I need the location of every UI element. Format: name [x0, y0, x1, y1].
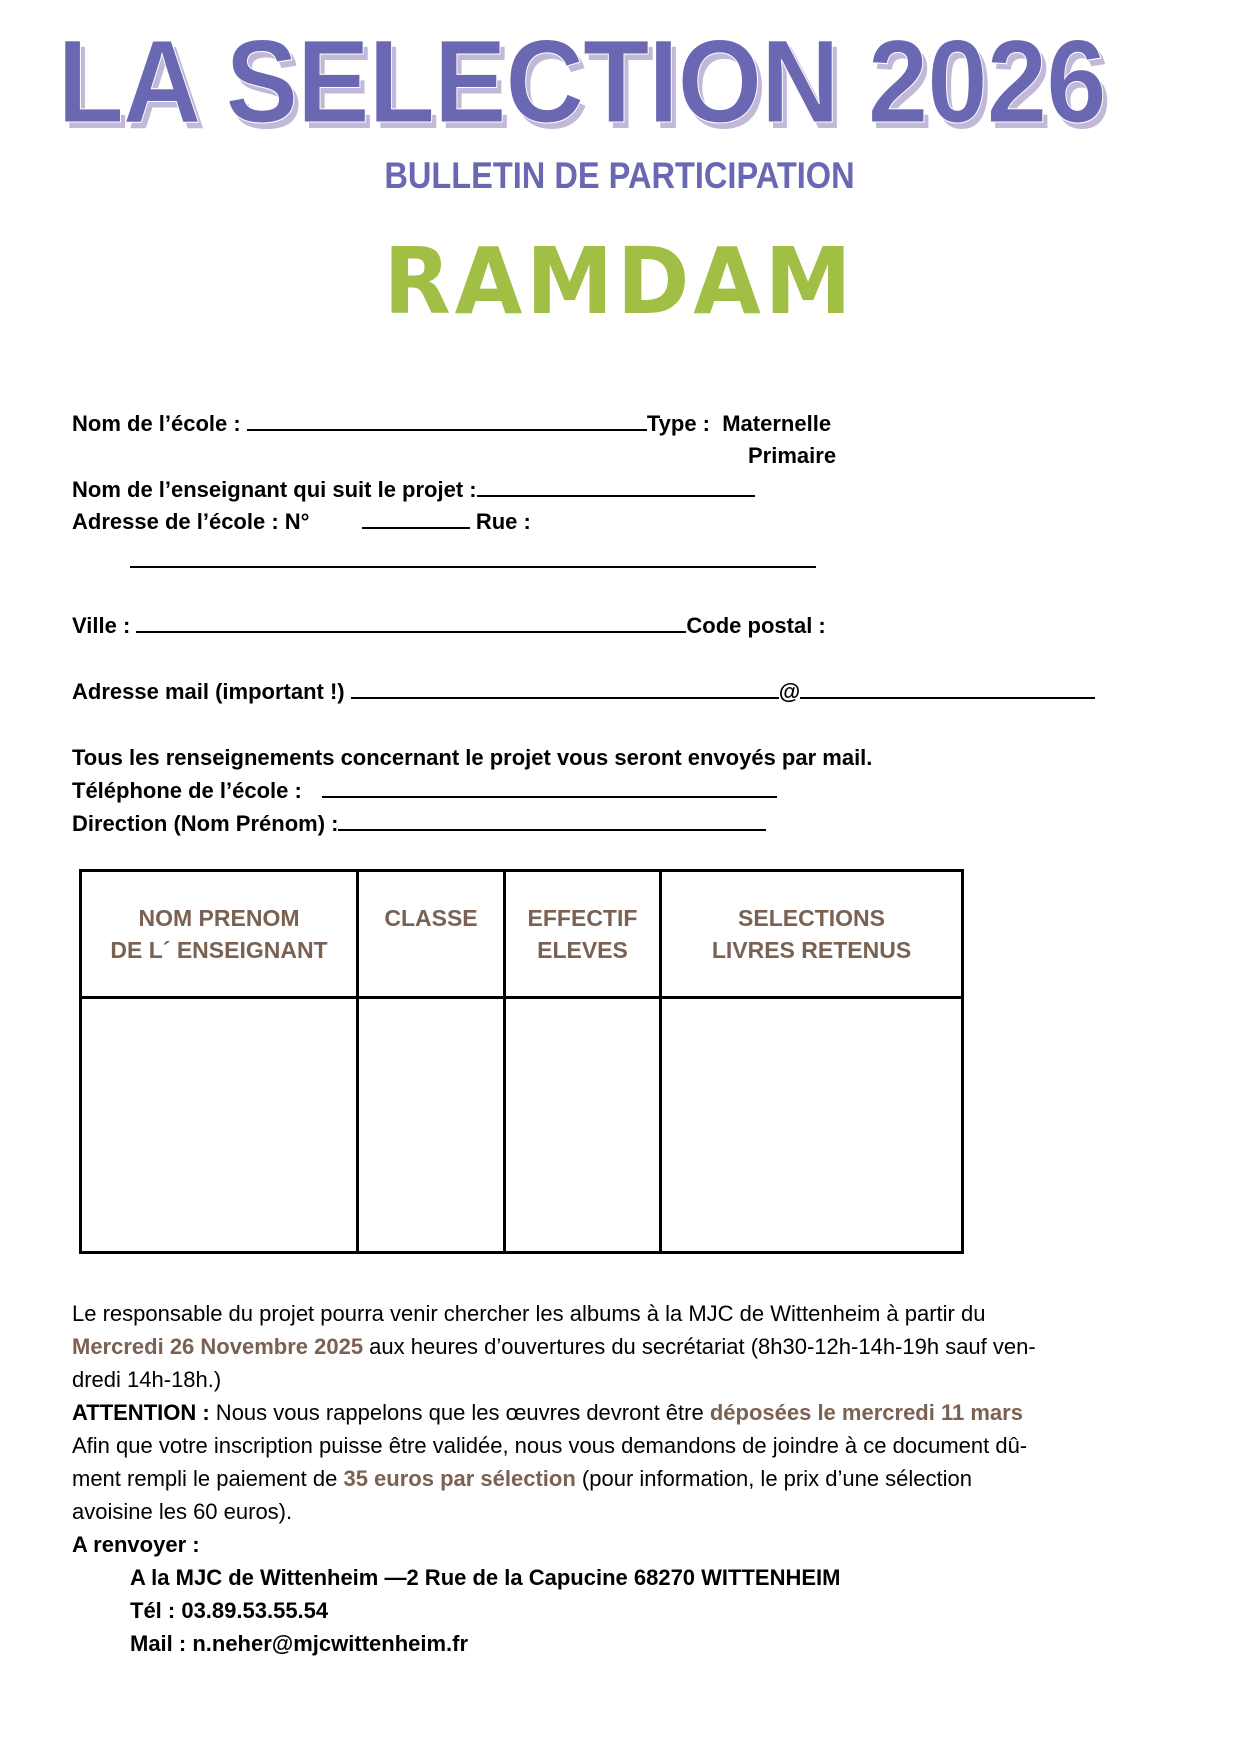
- street-label: Rue :: [475, 509, 531, 534]
- payment-line-2: [72, 1462, 972, 1495]
- return-label: A renvoyer :: [72, 1532, 200, 1557]
- selection-table: [79, 869, 964, 1254]
- school-name-row: [72, 410, 831, 438]
- table-header-row: [81, 871, 963, 998]
- cell-class[interactable]: [358, 998, 505, 1253]
- email-row: [72, 678, 1095, 706]
- street-row: [130, 548, 816, 578]
- street-field[interactable]: [130, 548, 816, 568]
- header-teacher-name: [81, 871, 358, 998]
- header-selected-books-line2: LIVRES RETENUS: [711, 937, 912, 963]
- header-student-count: [505, 871, 661, 998]
- direction-field[interactable]: [338, 811, 766, 831]
- teacher-row: [72, 476, 755, 504]
- direction-row: [72, 810, 766, 838]
- email-local-field[interactable]: [351, 679, 779, 699]
- page-subtitle: BULLETIN DE PARTICIPATION: [384, 155, 855, 196]
- pickup-date: Mercredi 26 Novembre 2025: [72, 1334, 364, 1359]
- postal-code-label: Code postal :: [686, 613, 826, 638]
- address-number-label: Adresse de l’école : N°: [72, 509, 310, 534]
- email-label: Adresse mail (important !): [72, 679, 345, 704]
- address-row: [72, 508, 531, 536]
- header-teacher-name-line2: DE L´ ENSEIGNANT: [110, 937, 328, 963]
- payment-line-2-start: ment rempli le paiement de: [72, 1466, 344, 1491]
- type-option-primaire[interactable]: Primaire: [748, 443, 837, 468]
- header-selected-books-line1: SELECTIONS: [738, 905, 885, 931]
- email-at-sign: @: [778, 679, 801, 704]
- attention-line: [72, 1396, 1023, 1429]
- header-class: [358, 871, 505, 998]
- cell-student-count[interactable]: [505, 998, 661, 1253]
- payment-line-2-end: (pour information, le prix d’une sélection: [575, 1466, 973, 1491]
- city-label: Ville :: [72, 613, 131, 638]
- cell-teacher-name[interactable]: [81, 998, 358, 1253]
- payment-amount: 35 euros par sélection: [343, 1466, 576, 1491]
- phone-label: Téléphone de l’école :: [72, 778, 302, 803]
- type-option-maternelle[interactable]: Maternelle: [722, 411, 832, 436]
- header-class-line1: CLASSE: [384, 905, 478, 931]
- email-domain-field[interactable]: [800, 679, 1095, 699]
- city-row: [72, 612, 826, 640]
- cell-selected-books[interactable]: [661, 998, 963, 1253]
- return-mail[interactable]: Mail : n.neher@mjcwittenheim.fr: [130, 1631, 469, 1656]
- pickup-line-2: [72, 1330, 1036, 1363]
- school-name-field[interactable]: [247, 411, 647, 431]
- return-address: A la MJC de Wittenheim —2 Rue de la Capucine 68270 WITTENHEIM: [130, 1565, 841, 1590]
- pickup-hours: aux heures d’ouvertures du secrétariat (8h30-12h-14h-19h sauf ven-: [363, 1334, 1036, 1359]
- school-name-label: Nom de l’école :: [72, 411, 241, 436]
- header-teacher-name-line1: NOM PRENOM: [138, 905, 300, 931]
- pickup-line-3: dredi 14h-18h.): [72, 1367, 222, 1392]
- ramdam-logo: RAMDAM: [383, 228, 856, 335]
- address-number-field[interactable]: [362, 509, 470, 529]
- phone-field[interactable]: [322, 778, 777, 798]
- teacher-field[interactable]: [477, 477, 755, 497]
- teacher-label: Nom de l’enseignant qui suit le projet :: [72, 477, 477, 502]
- attention-text: Nous vous rappelons que les œuvres devront être: [209, 1400, 710, 1425]
- info-note: Tous les renseignements concernant le projet vous seront envoyés par mail.: [72, 745, 873, 770]
- pickup-line-1: Le responsable du projet pourra venir chercher les albums à la MJC de Wittenheim à partir du: [72, 1301, 986, 1326]
- payment-line-3: avoisine les 60 euros).: [72, 1499, 293, 1524]
- header-selected-books: [661, 871, 963, 998]
- phone-row: [72, 777, 777, 805]
- attention-label: ATTENTION :: [72, 1400, 210, 1425]
- deposit-date: déposées le mercredi 11 mars: [709, 1400, 1023, 1425]
- return-phone: Tél : 03.89.53.55.54: [130, 1598, 329, 1623]
- header-student-count-line2: ELEVES: [537, 937, 628, 963]
- type-label: Type :: [646, 411, 710, 436]
- direction-label: Direction (Nom Prénom) :: [72, 811, 339, 836]
- payment-line-1: Afin que votre inscription puisse être validée, nous vous demandons de joindre à ce document dû-: [72, 1433, 1028, 1458]
- table-row: [81, 998, 963, 1253]
- header-student-count-line1: EFFECTIF: [527, 905, 638, 931]
- city-field[interactable]: [136, 613, 686, 633]
- page-title: LA SELECTION 2026: [57, 16, 1106, 148]
